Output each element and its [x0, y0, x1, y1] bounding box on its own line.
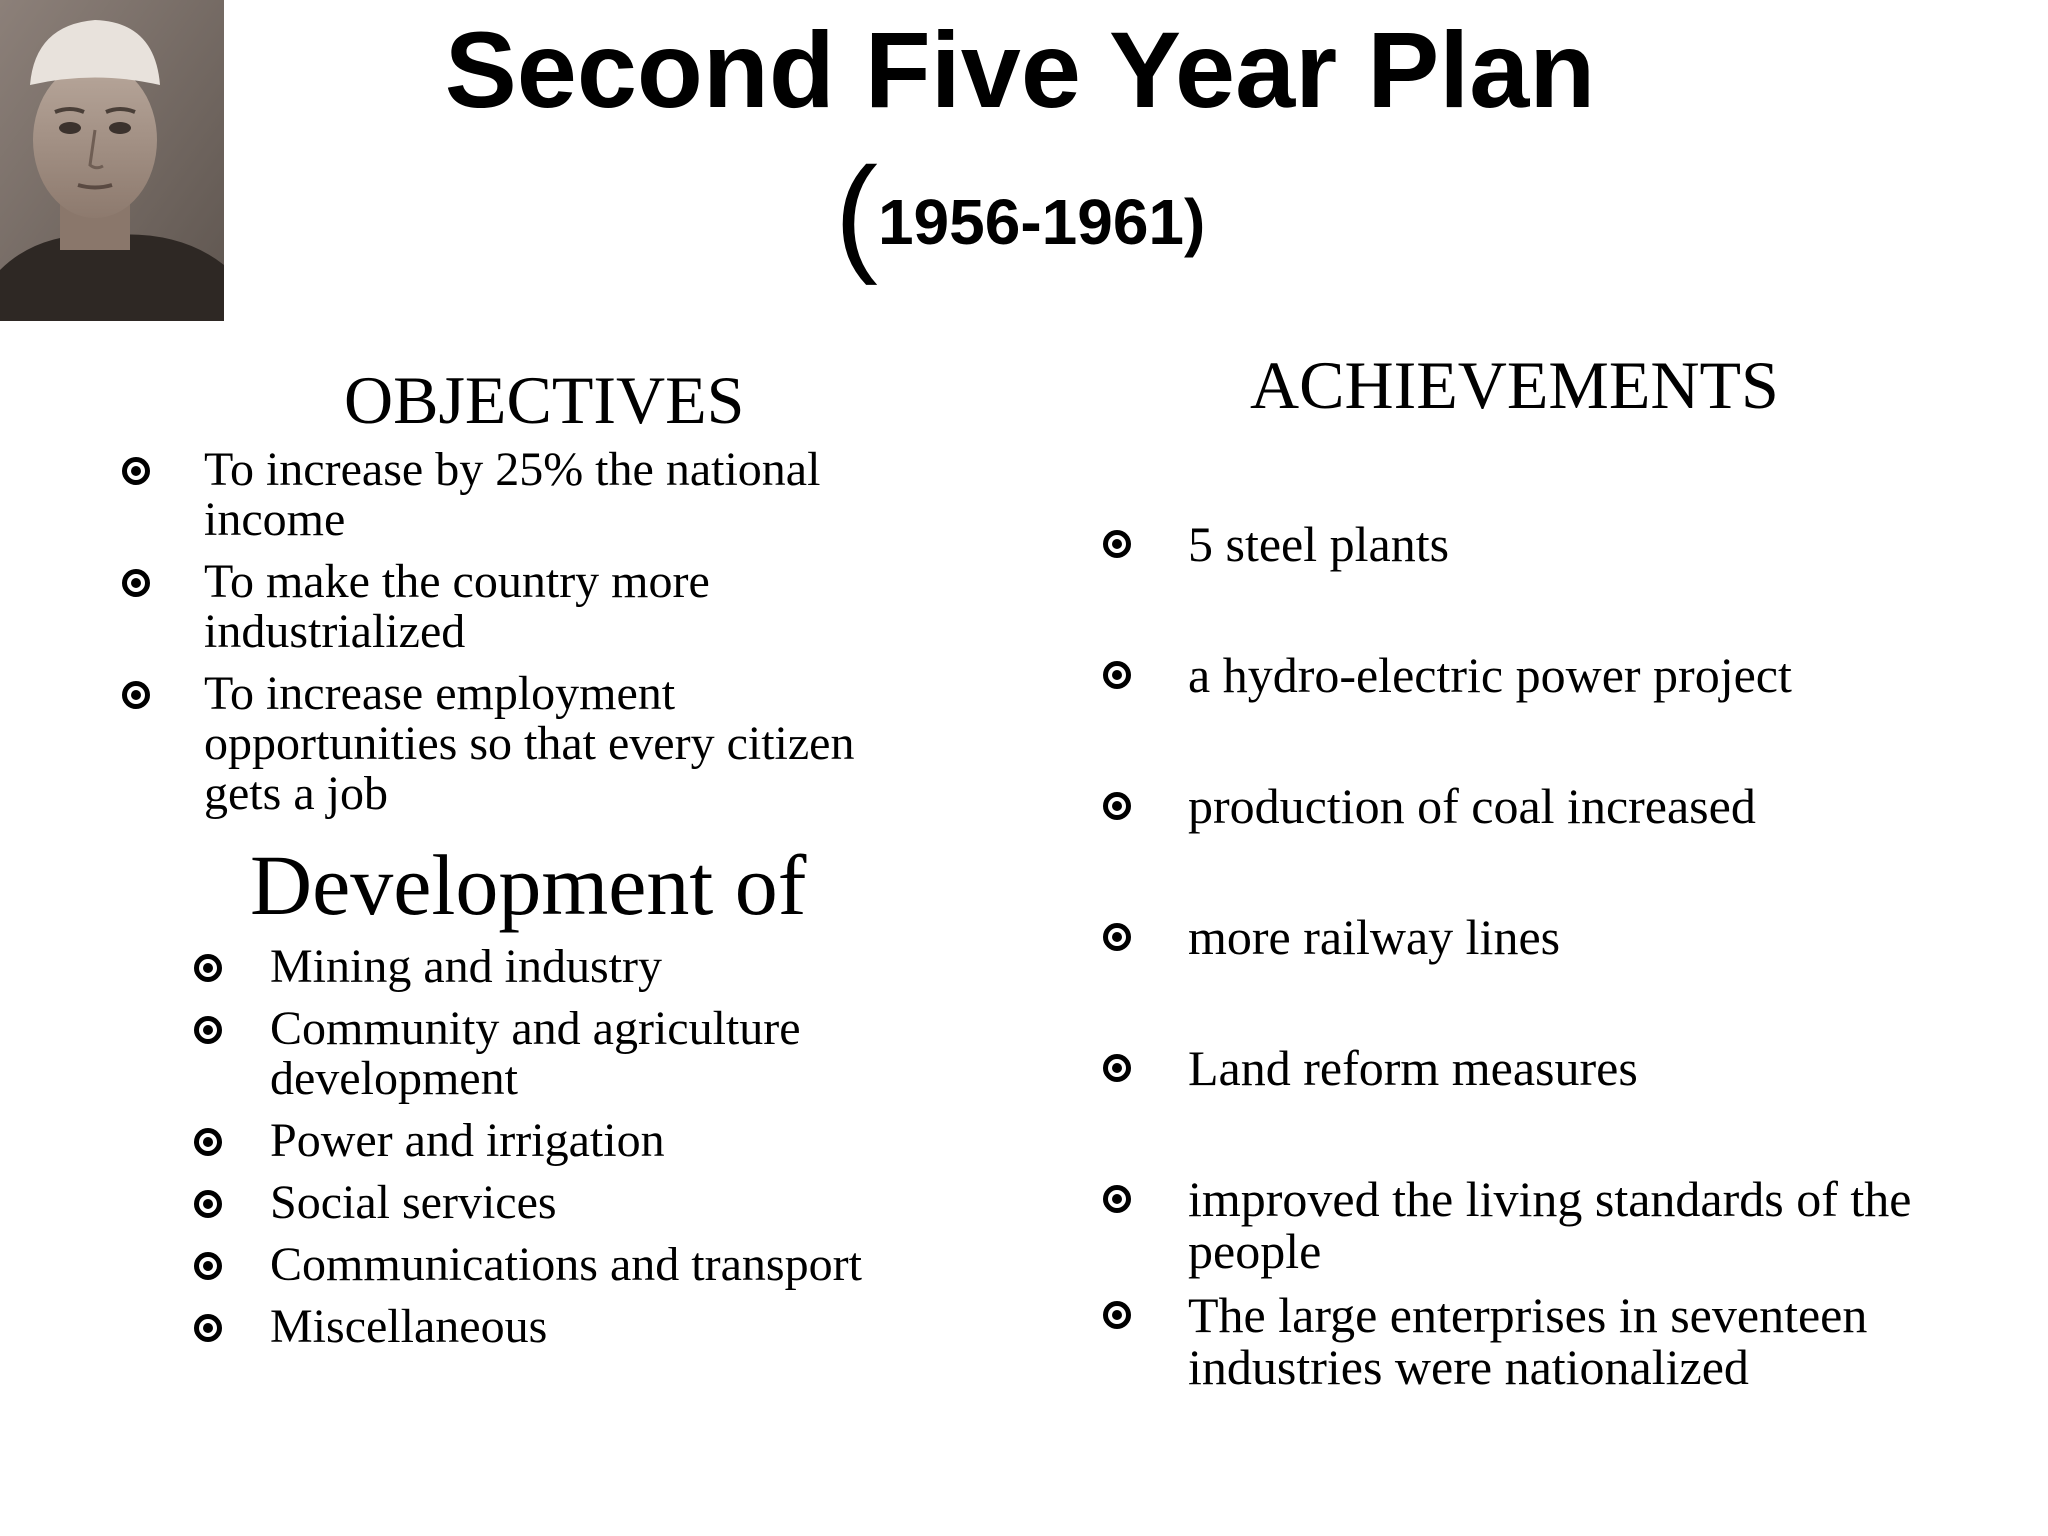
development-text: Miscellaneous: [270, 1300, 548, 1353]
radio-bullet-icon: [1103, 923, 1131, 951]
radio-bullet-icon: [1103, 661, 1131, 689]
portrait-photo: [0, 0, 224, 321]
slide-title: Second Five Year Plan: [444, 9, 1596, 130]
list-item: [118, 669, 938, 819]
radio-bullet-icon: [122, 569, 150, 597]
list-item: [1103, 780, 2003, 832]
list-item: [1103, 1173, 2003, 1277]
development-text: Community and agriculture development: [270, 1002, 801, 1105]
radio-bullet-icon: [194, 1016, 222, 1044]
achievement-text: production of coal increased: [1188, 778, 1756, 834]
list-item: [190, 1004, 950, 1104]
radio-bullet-icon: [122, 457, 150, 485]
list-item: [1103, 1042, 2003, 1094]
achievement-text: Land reform measures: [1188, 1040, 1638, 1096]
list-item: [190, 1178, 950, 1228]
list-item: [190, 1116, 950, 1166]
radio-bullet-icon: [194, 1252, 222, 1280]
subtitle-open-paren: (: [834, 140, 878, 286]
list-item: [118, 445, 938, 545]
radio-bullet-icon: [1103, 792, 1131, 820]
development-text: Social services: [270, 1176, 557, 1229]
radio-bullet-icon: [194, 1128, 222, 1156]
list-item: [1103, 518, 2003, 570]
development-text: Mining and industry: [270, 940, 662, 993]
list-item: [190, 942, 950, 992]
radio-bullet-icon: [1103, 1054, 1131, 1082]
objective-text: To make the country more industrialized: [204, 555, 710, 658]
radio-bullet-icon: [194, 954, 222, 982]
achievement-text: more railway lines: [1188, 909, 1561, 965]
objective-text: To increase employment opportunities so that every citizen gets a job: [204, 667, 855, 820]
list-item: [1103, 649, 2003, 701]
objectives-heading: OBJECTIVES: [344, 362, 745, 438]
radio-bullet-icon: [194, 1314, 222, 1342]
slide-subtitle: [260, 140, 1780, 319]
achievements-list: [1103, 518, 2003, 1405]
development-heading: Development of: [250, 837, 807, 933]
achievement-text: a hydro-electric power project: [1188, 647, 1792, 703]
list-item: [190, 1302, 950, 1352]
list-item: [118, 557, 938, 657]
radio-bullet-icon: [122, 681, 150, 709]
achievement-text: 5 steel plants: [1188, 516, 1450, 572]
list-item: [1103, 1289, 2003, 1393]
development-list: [190, 942, 950, 1364]
subtitle-years: 1956-1961): [877, 186, 1206, 258]
achievement-text: improved the living standards of the people: [1188, 1171, 1912, 1279]
objectives-list: [118, 445, 938, 831]
list-item: [1103, 911, 2003, 963]
list-item: [190, 1240, 950, 1290]
objective-text: To increase by 25% the national income: [204, 443, 821, 546]
radio-bullet-icon: [194, 1190, 222, 1218]
radio-bullet-icon: [1103, 1301, 1131, 1329]
development-text: Power and irrigation: [270, 1114, 665, 1167]
radio-bullet-icon: [1103, 530, 1131, 558]
development-text: Communications and transport: [270, 1238, 862, 1291]
achievement-text: The large enterprises in seventeen industries were nationalized: [1188, 1287, 1868, 1395]
achievements-heading: ACHIEVEMENTS: [1250, 347, 1779, 423]
radio-bullet-icon: [1103, 1185, 1131, 1213]
